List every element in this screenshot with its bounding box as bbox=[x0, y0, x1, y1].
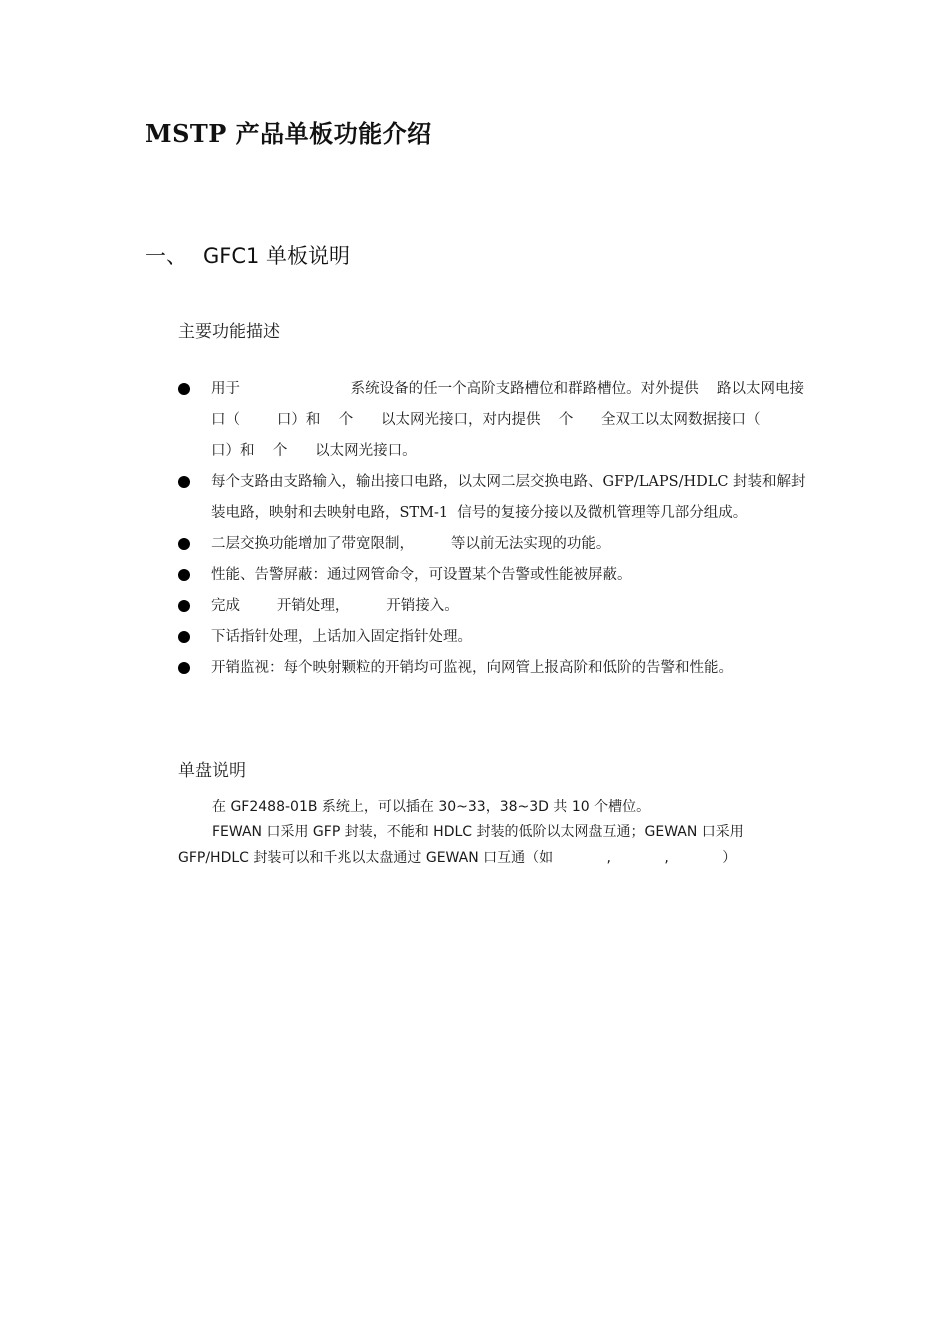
document-title: MSTP 产品单板功能介绍 bbox=[145, 119, 432, 148]
bullet-icon bbox=[178, 662, 190, 674]
board-paragraph bbox=[178, 819, 810, 871]
main-functions-heading: 主要功能描述 bbox=[178, 322, 280, 342]
bullet-text: 下话指针处理，上话加入固定指针处理。 bbox=[211, 629, 472, 645]
board-paragraph-text: FEWAN 口采用 GFP 封装，不能和 HDLC 封装的低阶以太网盘互通；GEWAN 口采用 GFP/HDLC 封装可以和千兆以太盘通过 GEWAN 口互通（如 , , ） bbox=[178, 824, 749, 866]
bullet-text: 每个支路由支路输入，输出接口电路，以太网二层交换电路、GFP/LAPS/HDLC 封装和解封装电路，映射和去映射电路，STM-1 信号的复接分接以及微机管理等几部分组成。 bbox=[211, 474, 806, 521]
bullet-icon bbox=[178, 600, 190, 612]
bullet-text: 性能、告警屏蔽：通过网管命令，可设置某个告警或性能被屏蔽。 bbox=[211, 567, 632, 583]
bullet-icon bbox=[178, 383, 190, 395]
bullet-text: 完成 开销处理， 开销接入。 bbox=[211, 598, 459, 614]
board-description-heading: 单盘说明 bbox=[178, 761, 246, 781]
list-item bbox=[178, 591, 810, 622]
board-paragraph bbox=[178, 794, 810, 820]
bullet-text: 开销监视：每个映射颗粒的开销均可监视，向网管上报高阶和低阶的告警和性能。 bbox=[211, 660, 733, 676]
list-item bbox=[178, 467, 810, 529]
list-item bbox=[178, 560, 810, 591]
bullet-text: 二层交换功能增加了带宽限制， 等以前无法实现的功能。 bbox=[211, 536, 611, 552]
section-number: 一、 bbox=[145, 244, 187, 268]
function-bullet-list bbox=[178, 374, 810, 684]
bullet-icon bbox=[178, 569, 190, 581]
bullet-text: 用于 系统设备的任一个高阶支路槽位和群路槽位。对外提供 路以太网电接口（ 口）和 个 以太网光接口，对内提供 个 全双工以太网数据接口（ 口）和 个 以太网光接口。 bbox=[211, 381, 805, 459]
section-heading bbox=[145, 240, 350, 270]
bullet-icon bbox=[178, 631, 190, 643]
section-title: GFC1 单板说明 bbox=[203, 244, 351, 268]
bullet-icon bbox=[178, 476, 190, 488]
list-item bbox=[178, 529, 810, 560]
list-item bbox=[178, 653, 810, 684]
list-item bbox=[178, 622, 810, 653]
bullet-icon bbox=[178, 538, 190, 550]
board-paragraph-text: 在 GF2488-01B 系统上，可以插在 30~33，38~3D 共 10 个槽位。 bbox=[212, 799, 651, 815]
list-item bbox=[178, 374, 810, 467]
